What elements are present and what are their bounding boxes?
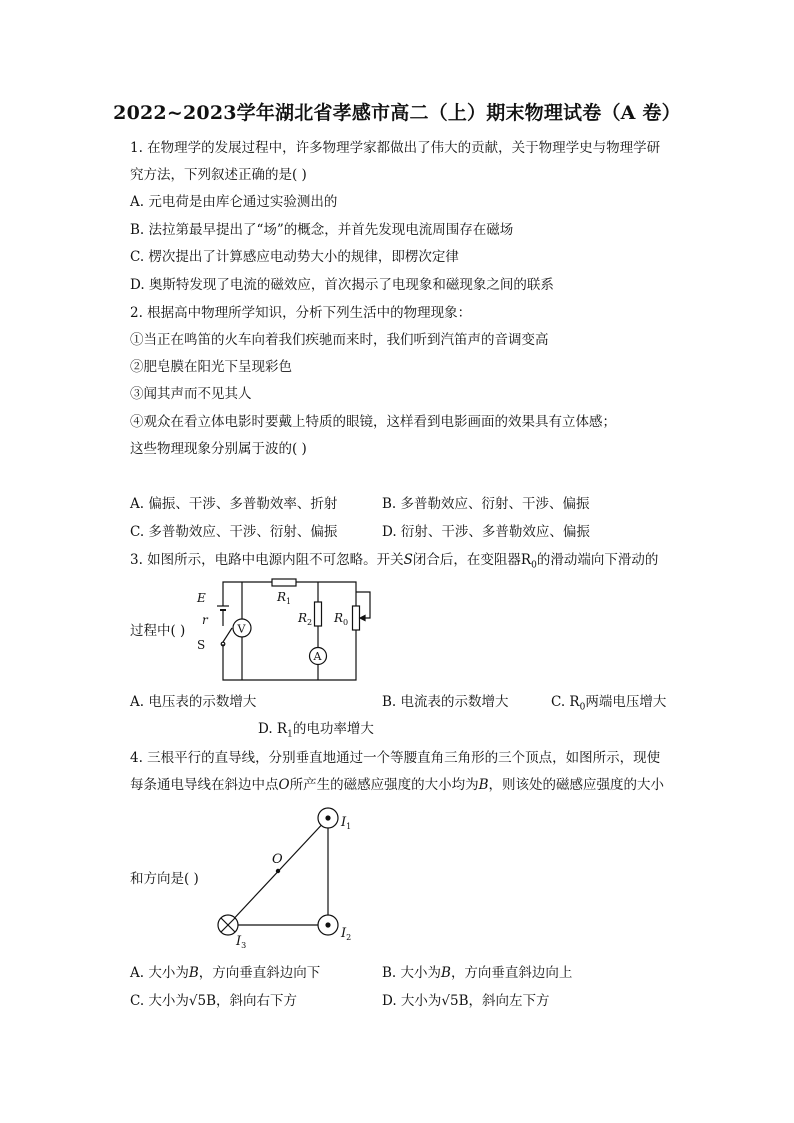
q3-label-r1: $R_1$: [277, 590, 292, 606]
q2-phenomenon-1: ①当正在鸣笛的火车向着我们疾驰而来时，我们听到汽笛声的音调变高: [130, 332, 549, 348]
q3-stem-line2: 过程中( ): [130, 623, 186, 639]
q3-circuit-diagram: [190, 578, 390, 686]
q4-stem2-pre: 每条通电导线在斜边中点: [130, 777, 279, 793]
q3-label-s: S: [197, 638, 206, 652]
q4-symbol-b: B: [478, 777, 489, 793]
q4-label-i1: $I_1$: [341, 815, 352, 831]
q4-option-b: [382, 964, 572, 982]
q2-stem: 2. 根据高中物理所学知识，分析下列生活中的物理现象：: [130, 305, 472, 321]
q3-option-d-sub: 1: [287, 729, 293, 740]
q2-option-b: B. 多普勒效应、衍射、干涉、偏振: [382, 496, 590, 512]
q3-rheostat-slider-arrow: [360, 616, 365, 621]
q4-label-i2: $I_2$: [341, 926, 352, 942]
q3-switch-symbol: S: [403, 552, 413, 568]
q3-resistor-r1: [272, 579, 296, 586]
q4-option-a-pre: A. 大小为: [130, 965, 189, 981]
q4-option-c: C. 大小为√5B，斜向右下方: [130, 993, 298, 1009]
q1-stem-line1: 1. 在物理学的发展过程中，许多物理学家都做出了伟大的贡献，关于物理学史与物理学研: [130, 140, 661, 156]
page-title: 2022~2023学年湖北省孝感市高二（上）期末物理试卷（A 卷）: [113, 102, 681, 124]
q4-point-o: O: [278, 777, 290, 793]
q4-wire-i2-dot: [325, 922, 330, 927]
q4-option-a-b: B: [188, 965, 199, 981]
q2-option-c: C. 多普勒效应、干涉、衍射、偏振: [130, 524, 338, 540]
q3-stem-pre: 3. 如图所示，电路中电源内阻不可忽略。开关: [130, 552, 404, 568]
q3-option-b: B. 电流表的示数增大: [382, 694, 509, 710]
q4-wire-i1-dot: [325, 815, 330, 820]
q4-option-a-post: ，方向垂直斜边向下: [198, 965, 321, 981]
q3-label-r: r: [202, 613, 208, 627]
q1-option-b: B. 法拉第最早提出了“场”的概念，并首先发现电流周围存在磁场: [130, 222, 514, 238]
q3-resistor-r2: [315, 602, 322, 626]
q4-option-b-b: B: [441, 965, 451, 981]
q4-option-b-post: ，方向垂直斜边向上: [450, 965, 573, 981]
q3-option-c-pre: C. R: [551, 694, 580, 710]
q4-wires-diagram: [210, 800, 370, 960]
q4-option-a: [130, 964, 320, 982]
q4-midpoint-o: [276, 869, 280, 873]
q4-option-d: D. 大小为√5B，斜向左下方: [382, 993, 550, 1009]
q3-stem-post: 的滑动端向下滑动的: [536, 552, 659, 568]
q4-stem2-mid: 所产生的磁感应强度的大小均为: [289, 777, 479, 793]
q3-option-a: A. 电压表的示数增大: [130, 694, 257, 710]
q3-sub-0: 0: [531, 560, 537, 571]
q1-option-c: C. 楞次提出了计算感应电动势大小的规律，即楞次定律: [130, 249, 459, 265]
q1-option-d: D. 奥斯特发现了电流的磁效应，首次揭示了电现象和磁现象之间的联系: [130, 277, 554, 293]
q4-stem2-post: ，则该处的磁感应强度的大小: [488, 777, 664, 793]
q1-stem-line2: 究方法，下列叙述正确的是( ): [130, 167, 307, 183]
q3-label-a: A: [313, 650, 322, 663]
q3-option-c: [551, 693, 666, 717]
q4-label-o: O: [272, 852, 283, 867]
q4-option-b-pre: B. 大小为: [382, 965, 442, 981]
q3-stem-line1: [130, 551, 658, 575]
q4-stem-line1: 4. 三根平行的直导线，分别垂直地通过一个等腰直角三角形的三个顶点，如图所示，现使: [130, 750, 661, 766]
q3-option-d-pre: D. R: [258, 721, 288, 737]
q4-stem-line2: [130, 776, 664, 794]
q2-ask: 这些物理现象分别属于波的( ): [130, 441, 307, 457]
q2-option-d: D. 衍射、干涉、多普勒效应、偏振: [382, 524, 590, 540]
q3-option-c-post: 两端电压增大: [585, 694, 667, 710]
q3-label-r0: $R_0$: [334, 611, 349, 627]
q3-label-r2: $R_2$: [298, 611, 313, 627]
q3-rheostat-r0: [353, 606, 360, 630]
q4-label-i3: $I_3$: [236, 934, 247, 950]
q1-option-a: A. 元电荷是由库仑通过实验测出的: [130, 194, 338, 210]
q3-label-v: V: [237, 622, 246, 636]
q3-option-c-sub: 0: [579, 702, 586, 713]
q3-stem-mid: 闭合后，在变阻器R: [412, 552, 532, 568]
q3-option-d: [258, 720, 374, 744]
q2-option-a: A. 偏振、干涉、多普勒效率、折射: [130, 496, 338, 512]
q3-option-d-post: 的电功率增大: [292, 721, 374, 737]
q2-phenomenon-2: ②肥皂膜在阳光下呈现彩色: [130, 359, 292, 375]
q3-switch-lever: [223, 628, 232, 642]
q3-label-e: E: [197, 591, 206, 605]
q2-phenomenon-3: ③闻其声而不见其人: [130, 386, 252, 402]
q4-stem-line3: 和方向是( ): [130, 871, 199, 887]
q2-phenomenon-4: ④观众在看立体电影时要戴上特质的眼镜，这样看到电影画面的效果具有立体感；: [130, 414, 616, 430]
